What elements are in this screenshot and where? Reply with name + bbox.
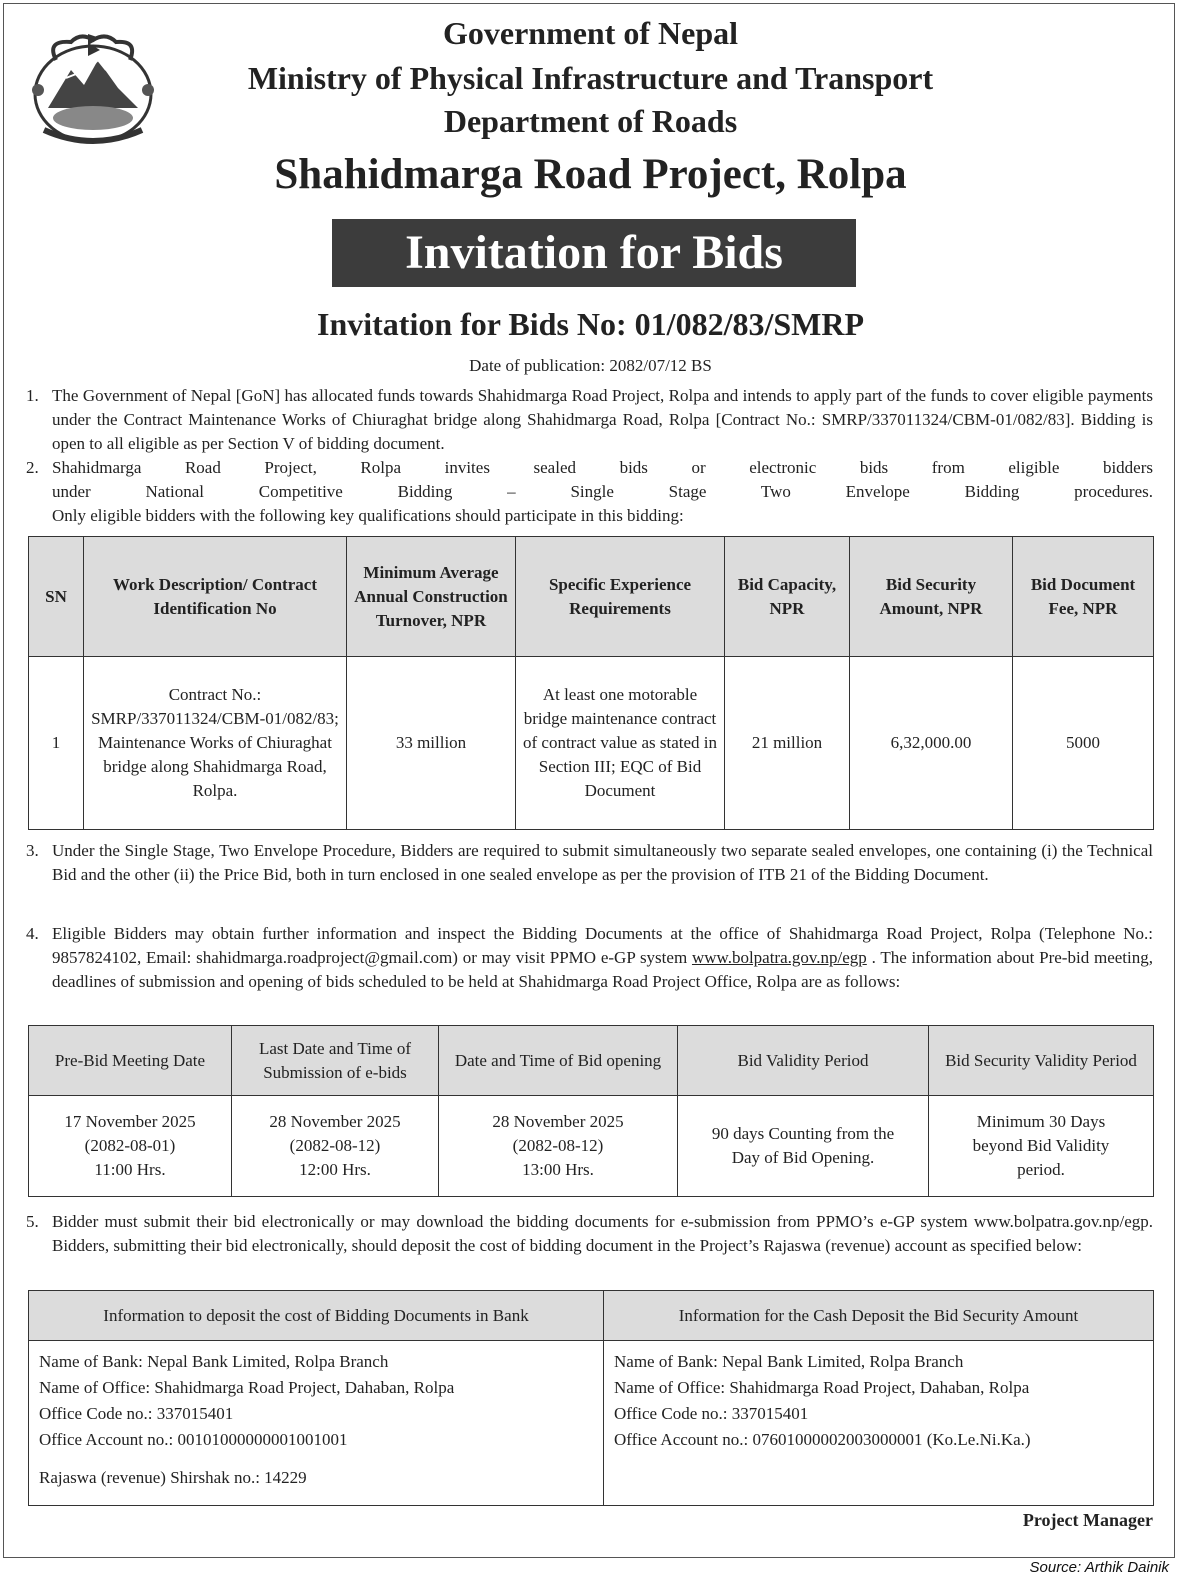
bid-opening-cell [439, 1096, 678, 1197]
cell-line: Office Account no.: 07601000002003000001 (Ko.Le.Ni.Ka.) [614, 1430, 1031, 1449]
table-header: Bid Security Amount, NPR [850, 537, 1013, 657]
table-header: Minimum Average Annual Construction Turnover, NPR [347, 537, 516, 657]
header-ministry: Ministry of Physical Infrastructure and Transport [247, 60, 934, 96]
cell-line: 17 November 2025 [64, 1112, 196, 1131]
invitation-banner: Invitation for Bids [332, 219, 856, 287]
table-header: Pre-Bid Meeting Date [29, 1026, 232, 1096]
table-cell: 5000 [1013, 657, 1154, 830]
table-header: Information to deposit the cost of Bidding Documents in Bank [29, 1291, 604, 1341]
table-cell: 6,32,000.00 [850, 657, 1013, 830]
cell-line: (2082-08-12) [512, 1136, 604, 1155]
cell-line: Office Account no.: 00101000000001001001 [39, 1430, 348, 1449]
table-cell: 33 million [347, 657, 516, 830]
bid-security-validity-cell [929, 1096, 1154, 1197]
table-header: Bid Document Fee, NPR [1013, 537, 1154, 657]
cell-line: (2082-08-01) [84, 1136, 176, 1155]
cell-line: 11:00 Hrs. [94, 1160, 166, 1179]
paragraph-text: Under the Single Stage, Two Envelope Procedure, Bidders are required to submit simultaneously two separate sealed envelopes, one containing (i) the Technical Bid and the other (ii) the Price Bid, both in turn enclosed in one sealed envelope as per the provision of ITB 21 of the Bidding Document. [52, 841, 1153, 884]
table-header: Bid Validity Period [678, 1026, 929, 1096]
cell-line: Day of Bid Opening. [731, 1148, 875, 1167]
bid-validity-cell [678, 1096, 929, 1197]
paragraph-number: 2. [26, 458, 39, 477]
table-row [29, 1341, 1154, 1506]
source-credit: Source: Arthik Dainik [1029, 1559, 1169, 1576]
paragraph-text: Bidder must submit their bid electronically or may download the bidding documents for e-submission from PPMO’s e-GP system www.bolpatra.gov.np/egp. Bidders, submitting their bid electronically, should deposit the cost of bidding document in the Project’s Rajaswa (revenue) account as specified below: [52, 1212, 1153, 1255]
cell-line: Rajaswa (revenue) Shirshak no.: 14229 [39, 1468, 307, 1487]
publication-date: Date of publication: 2082/07/12 BS [469, 356, 712, 375]
cell-line: Name of Office: Shahidmarga Road Project, Dahaban, Rolpa [39, 1378, 455, 1397]
cell-line: Office Code no.: 337015401 [39, 1404, 234, 1423]
table-header: Specific Experience Requirements [516, 537, 725, 657]
cell-line: (2082-08-12) [289, 1136, 381, 1155]
cell-line: 28 November 2025 [492, 1112, 624, 1131]
table-row [29, 1096, 1154, 1197]
header-project: Shahidmarga Road Project, Rolpa [274, 151, 907, 198]
table-header: SN [29, 537, 84, 657]
paragraph-line: under National Competitive Bidding – Single Stage Two Envelope Bidding procedures. [52, 482, 1153, 501]
paragraph-3 [26, 839, 1153, 887]
cell-line: 12:00 Hrs. [299, 1160, 371, 1179]
paragraph-text: . The information about Pre-bid meeting, deadlines of submission and opening of bids scheduled to be held at Shahidmarga Road Project Office, Rolpa are as follows: [52, 948, 1153, 991]
paragraph-number: 5. [26, 1212, 39, 1231]
cell-line: beyond Bid Validity [972, 1136, 1110, 1155]
ifb-number: Invitation for Bids No: 01/082/83/SMRP [317, 306, 864, 342]
table-cell: Contract No.: SMRP/337011324/CBM-01/082/83; Maintenance Works of Chiuraghat bridge along Shahidmarga Road, Rolpa. [84, 657, 347, 830]
table-cell: 1 [29, 657, 84, 830]
table-cell: 21 million [725, 657, 850, 830]
egp-link[interactable]: www.bolpatra.gov.np/egp [691, 948, 867, 967]
header-department: Department of Roads [443, 103, 738, 139]
table-header: Work Description/ Contract Identification No [84, 537, 347, 657]
paragraph-text: Eligible Bidders may obtain further information and inspect the Bidding Documents at the office of Shahidmarga Road Project, Rolpa (Telephone No.: 9857824102, Email: shahidmarga.roadproject@gmail.com) or may visit PPMO e-GP system [52, 924, 1153, 967]
paragraph-number: 1. [26, 386, 39, 405]
table-row [29, 657, 1154, 830]
paragraph-5 [26, 1210, 1153, 1258]
cell-line: Minimum 30 Days [976, 1112, 1106, 1131]
cell-line: Name of Office: Shahidmarga Road Project, Dahaban, Rolpa [614, 1378, 1030, 1397]
paragraph-2 [26, 456, 1153, 528]
cell-line: Office Code no.: 337015401 [614, 1404, 809, 1423]
table-header: Information for the Cash Deposit the Bid Security Amount [604, 1291, 1154, 1341]
bank-info-table [28, 1290, 1154, 1506]
pre-bid-meeting-cell [29, 1096, 232, 1197]
cell-line: Name of Bank: Nepal Bank Limited, Rolpa Branch [39, 1352, 389, 1371]
cell-line: period. [1017, 1160, 1065, 1179]
paragraph-1 [26, 384, 1153, 456]
paragraph-number: 3. [26, 841, 39, 860]
paragraph-line: Only eligible bidders with the following key qualifications should participate in this bidding: [52, 506, 684, 525]
bidding-document-deposit-cell [29, 1341, 604, 1506]
schedule-table [28, 1025, 1154, 1197]
signatory: Project Manager [1022, 1510, 1153, 1530]
qualification-table [28, 536, 1154, 830]
cell-line: 13:00 Hrs. [522, 1160, 594, 1179]
table-header: Last Date and Time of Submission of e-bids [232, 1026, 439, 1096]
table-header: Bid Capacity, NPR [725, 537, 850, 657]
cell-line: Name of Bank: Nepal Bank Limited, Rolpa Branch [614, 1352, 964, 1371]
cell-line: 28 November 2025 [269, 1112, 401, 1131]
table-cell: At least one motorable bridge maintenance contract of contract value as stated in Section III; EQC of Bid Document [516, 657, 725, 830]
table-header: Bid Security Validity Period [929, 1026, 1154, 1096]
cell-line: 90 days Counting from the [711, 1124, 895, 1143]
bid-security-deposit-cell [604, 1341, 1154, 1506]
table-header: Date and Time of Bid opening [439, 1026, 678, 1096]
submission-deadline-cell [232, 1096, 439, 1197]
paragraph-4 [26, 922, 1153, 994]
header-government: Government of Nepal [442, 15, 739, 51]
paragraph-line: Shahidmarga Road Project, Rolpa invites sealed bids or electronic bids from eligible bidders [52, 458, 1153, 477]
paragraph-number: 4. [26, 924, 39, 943]
paragraph-text: The Government of Nepal [GoN] has allocated funds towards Shahidmarga Road Project, Rolpa and intends to apply part of the funds to cover eligible payments under the Contract Maintenance Works of Chiuraghat bridge along Shahidmarga Road, Rolpa [Contract No.: SMRP/337011324/CBM-01/082/83]. Bidding is open to all eligible as per Section V of bidding document. [52, 386, 1153, 453]
